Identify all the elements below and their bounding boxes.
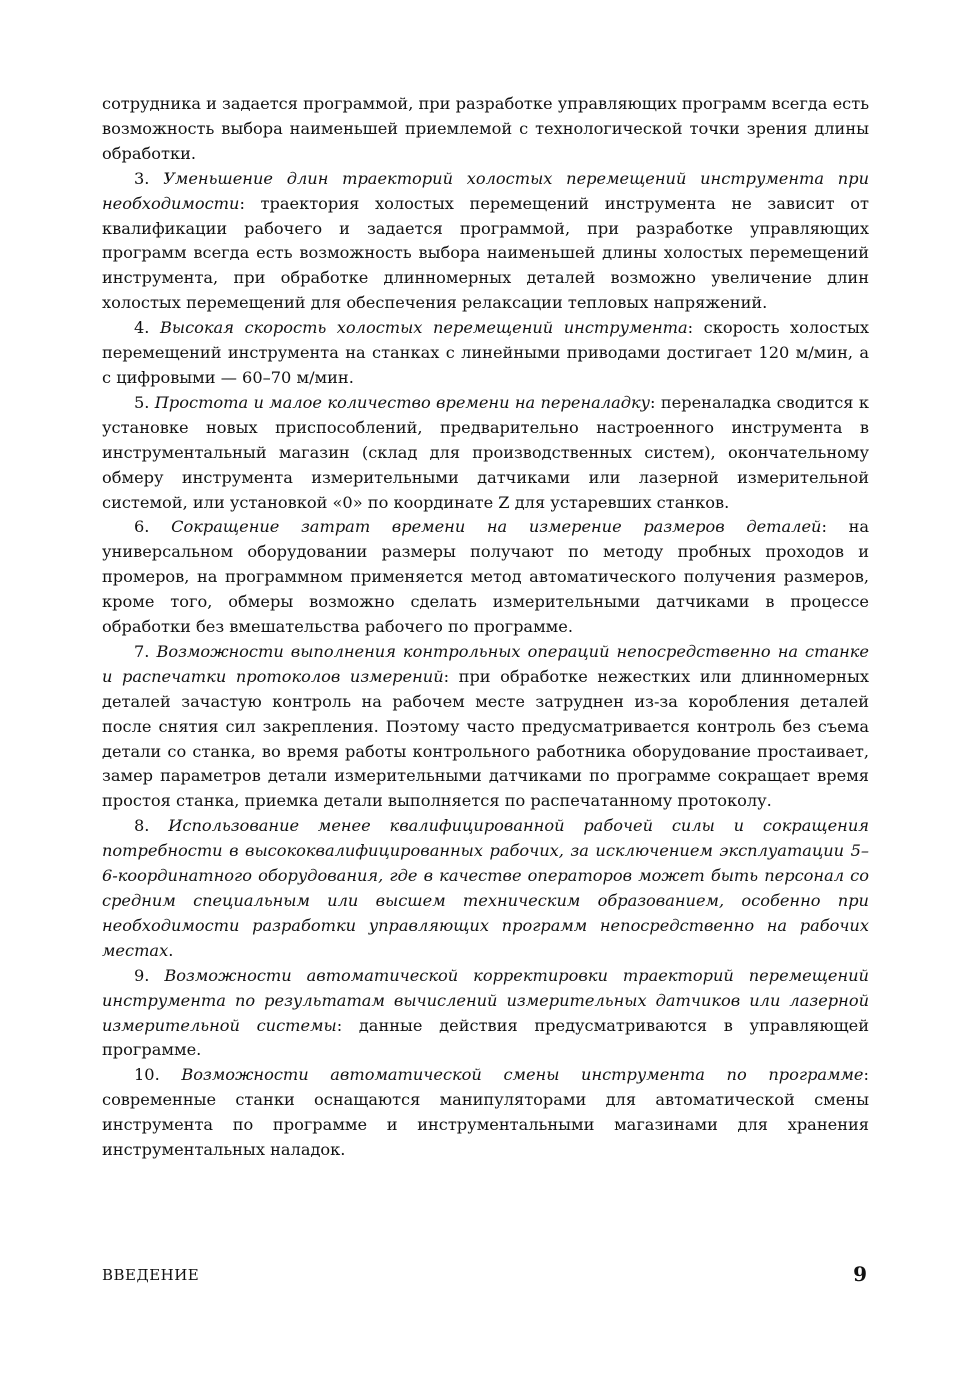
item-text: : переналадка сводится к установке новых приспособлений, предварительно настроенного инструмента в инструментальный магазин (склад для производственных систем), окончательному обмеру инструмента измерительными датчиками или лазерной измерительной системой, или установкой «0» по координате Z для устаревших станков. bbox=[102, 392, 869, 512]
item-number: 9. bbox=[134, 965, 150, 985]
item-number: 8. bbox=[134, 816, 150, 836]
item-title: Сокращение затрат времени на измерение размеров деталей bbox=[171, 517, 822, 537]
item-number: 3. bbox=[134, 168, 150, 188]
item-title: Возможности выполнения контрольных операций непосредственно на станке и распечатки протоколов измерений bbox=[102, 641, 869, 686]
list-item bbox=[102, 964, 869, 1064]
list-item bbox=[102, 515, 869, 640]
list-item bbox=[102, 1063, 869, 1163]
running-footer-section: ВВЕДЕНИЕ bbox=[102, 1266, 200, 1284]
item-text: : на универсальном оборудовании размеры получают по методу пробных проходов и промеров, на программном применяется метод автоматического получения размеров, кроме того, обмеры возможно сделать измерительными датчиками в процессе обработки без вмешательства рабочего по программе. bbox=[102, 517, 870, 637]
list-item bbox=[102, 814, 869, 963]
item-text: . bbox=[168, 940, 174, 960]
item-text: : траектория холостых перемещений инструмента не зависит от квалификации рабочего и задается программой, при разработке управляющих программ всегда есть возможность выбора наименьшей длины холостых перемещений инструмента, при обработке длинномерных деталей возможно увеличение длин холостых перемещений для обеспечения релаксации тепловых напряжений. bbox=[102, 193, 869, 313]
item-title: Уменьшение длин траекторий холостых перемещений инструмента при необходимости bbox=[102, 168, 869, 213]
paragraph-continuation: сотрудника и задается программой, при разработке управляющих программ всегда есть возможность выбора наименьшей приемлемой с технологической точки зрения длины обработки. bbox=[102, 94, 870, 163]
item-number: 7. bbox=[134, 641, 150, 661]
item-text: : скорость холостых перемещений инструмента на станках с линейными приводами достигает 120 м/мин, а с цифровыми — 60–70 м/мин. bbox=[102, 318, 869, 387]
list-item bbox=[102, 167, 869, 316]
item-title: Простота и малое количество времени на переналадку bbox=[154, 392, 651, 412]
item-text: : данные действия предусматриваются в управляющей программе. bbox=[102, 1015, 869, 1060]
item-title: Возможности автоматической корректировки траекторий перемещений инструмента по результатам вычислений измерительных датчиков или лазерной измерительной системы bbox=[102, 965, 869, 1035]
page-number: 9 bbox=[853, 1262, 867, 1286]
item-title: Высокая скорость холостых перемещений инструмента bbox=[159, 318, 688, 338]
item-number: 4. bbox=[134, 318, 150, 338]
item-number: 5. bbox=[134, 392, 150, 412]
item-title: Возможности автоматической смены инструмента по программе bbox=[181, 1065, 864, 1085]
body-text bbox=[102, 92, 869, 1163]
item-number: 10. bbox=[134, 1065, 160, 1085]
list-item bbox=[102, 391, 869, 516]
list-item bbox=[102, 316, 869, 391]
list-item bbox=[102, 640, 869, 814]
item-text: : современные станки оснащаются манипуляторами для автоматической смены инструмента по программе и инструментальными магазинами для хранения инструментальных наладок. bbox=[102, 1065, 869, 1160]
item-text: : при обработке нежестких или длинномерных деталей зачастую контроль на рабочем месте затруднен из-за коробления деталей после снятия сил закрепления. Поэтому часто предусматривается контроль без съема детали со станка, во время работы контрольного работника оборудование простаивает, замер параметров детали измерительными датчиками по программе сокращает время простоя станка, приемка детали выполняется по распечатанному протоколу. bbox=[102, 666, 869, 811]
item-number: 6. bbox=[134, 517, 150, 537]
item-title: Использование менее квалифицированной рабочей силы и сокращения потребности в высококвалифицированных рабочих, за исключением эксплуатации 5–6-координатного оборудования, где в качестве операторов может быть персонал со средним специальным или высшем техническим образованием, особенно при необходимости разработки управляющих программ непосредственно на рабочих местах bbox=[102, 816, 869, 960]
